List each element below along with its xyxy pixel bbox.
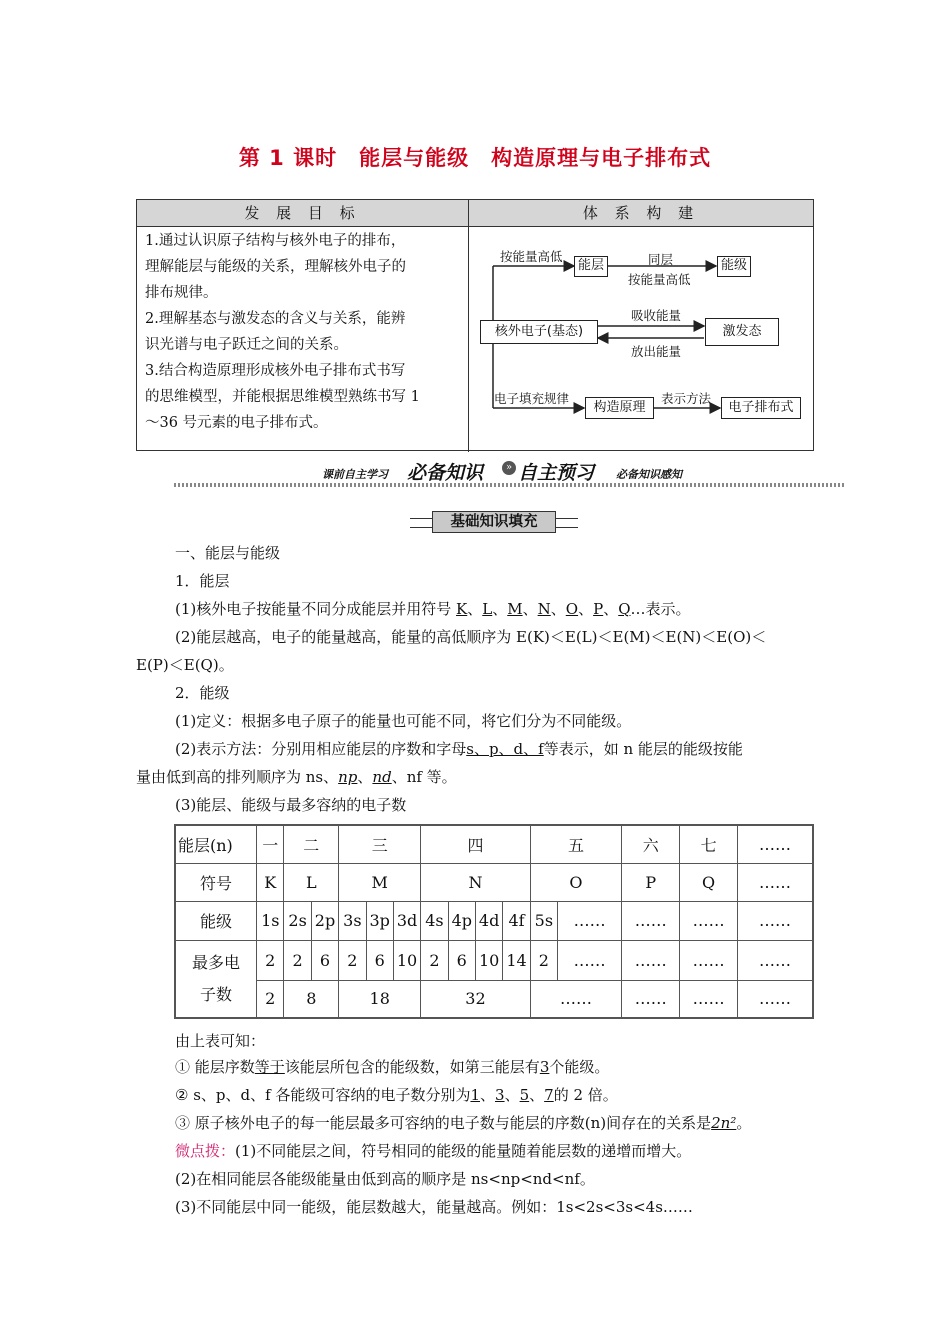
section-title: 基础知识填充 [432, 511, 556, 533]
table-row [175, 863, 813, 901]
label-same-layer: 同层 [648, 252, 674, 267]
table-cell: …… [622, 980, 680, 1018]
symbol-k: K [456, 600, 468, 618]
goal-line: 1.通过认识原子结构与核外电子的排布， [145, 233, 406, 249]
concept-diagram [468, 226, 814, 451]
box-energy-layer: 能层 [574, 256, 608, 277]
table-cell: N [421, 863, 530, 901]
table-cell: O [530, 863, 622, 901]
table-cell: 10 [475, 940, 502, 980]
table-cell: 3d [393, 901, 420, 940]
table-cell: …… [680, 980, 738, 1018]
goal-line: 理解能层与能级的关系，理解核外电子的 [145, 259, 406, 275]
table-cell: 4p [448, 901, 475, 940]
label-fill-rule: 电子填充规律 [494, 391, 570, 406]
box-excited-state: 激发态 [705, 318, 779, 346]
table-cell: 2p [311, 901, 338, 940]
answer-7: 7 [544, 1086, 554, 1104]
text-prefix: (1)核外电子按能量不同分成能层并用符号 [175, 600, 452, 618]
table-cell: 符号 [175, 863, 257, 901]
table-cell: …… [622, 901, 680, 940]
goal-line: 3.结合构造原理形成核外电子排布式书写 [145, 363, 406, 379]
answer-1: 1 [470, 1086, 480, 1104]
header-system-construction: 体 系 构 建 [469, 200, 813, 227]
banner-subtitle-left: 课前自主学习 [322, 468, 388, 481]
label-max-electrons-1: 最多电 [192, 952, 241, 972]
table-cell: …… [558, 901, 622, 940]
goal-line: 识光谱与电子跃迁之间的关系。 [145, 337, 348, 353]
tip-3: (3)不同能层中同一能级，能层数越大，能量越高。例如：1s<2s<3s<4s…… [175, 1198, 693, 1216]
paragraph-energy-order-cont: E(P)＜E(Q)。 [136, 656, 234, 674]
page-title: 第 1 课时 能层与能级 构造原理与电子排布式 [238, 146, 712, 170]
goal-list [145, 228, 463, 436]
table-row [175, 901, 813, 940]
table-cell: 6 [448, 940, 475, 980]
banner-title-right: 自主预习 [518, 462, 595, 484]
label-release-energy: 放出能量 [631, 344, 682, 359]
table-cell: …… [622, 940, 680, 980]
table-cell: 14 [503, 940, 530, 980]
label-method: 表示方法 [661, 391, 712, 406]
label-absorb-energy: 吸收能量 [631, 308, 682, 323]
note-1 [175, 1057, 609, 1077]
level-np: np [338, 768, 358, 786]
text-suffix: 。 [736, 1114, 752, 1132]
answer-equal: 等于 [254, 1058, 285, 1076]
table-cell: 一 [257, 825, 284, 863]
text-sep: 、 [357, 768, 373, 786]
table-cell: 2 [339, 940, 366, 980]
table-cell: 四 [421, 825, 530, 863]
table-cell [175, 940, 257, 1018]
table-cell: K [257, 863, 284, 901]
symbol-l: L [482, 600, 493, 618]
table-cell: 2 [421, 940, 448, 980]
table-cell: 4f [503, 901, 530, 940]
tip-label: 微点拨： [175, 1142, 236, 1160]
table-cell: P [622, 863, 680, 901]
heading-energy-layer: 1．能层 [175, 572, 230, 590]
answer-3: 3 [495, 1086, 505, 1104]
table-cell: 3s [339, 901, 366, 940]
table-cell: 二 [284, 825, 339, 863]
table-cell: 4d [475, 901, 502, 940]
paragraph-definition: (1)定义：根据多电子原子的能量也可能不同，将它们分为不同能级。 [175, 712, 632, 730]
table-cell: …… [738, 825, 813, 863]
table-cell: 2s [284, 901, 311, 940]
table-cell: 8 [284, 980, 339, 1018]
table-cell: 2 [257, 980, 284, 1018]
paragraph-energy-order: (2)能层越高，电子的能量越高，能量的高低顺序为 E(K)＜E(L)＜E(M)＜E(N)＜E(O)＜ [175, 628, 767, 646]
symbol-p: P [593, 600, 604, 618]
table-cell: 能层(n) [175, 825, 257, 863]
table-cell: 18 [339, 980, 421, 1018]
text-prefix: ③ 原子核外电子的每一能层最多可容纳的电子数与能层的序数(n)间存在的关系是 [175, 1114, 712, 1132]
energy-level-table [174, 824, 814, 1019]
text-prefix: ② s、p、d、f 各能级可容纳的电子数分别为 [175, 1086, 471, 1104]
tip-1 [175, 1141, 691, 1161]
table-cell: …… [738, 901, 813, 940]
table-cell: …… [738, 940, 813, 980]
heading-energy-level: 2．能级 [175, 684, 230, 702]
table-cell: 五 [530, 825, 622, 863]
goal-line: 排布规律。 [145, 285, 218, 301]
symbol-n: N [537, 600, 551, 618]
table-cell: 能级 [175, 901, 257, 940]
table-cell: Q [680, 863, 738, 901]
text-mid: 该能层所包含的能级数，如第三能层有 [284, 1058, 540, 1076]
text-suffix: 的 2 倍。 [553, 1086, 618, 1104]
note-3 [175, 1113, 751, 1133]
table-cell: 5s [530, 901, 557, 940]
table-row [175, 980, 813, 1018]
box-electron-config: 电子排布式 [721, 397, 801, 419]
text-suffix: …表示。 [630, 600, 691, 618]
text-prefix: ① 能层序数 [175, 1058, 255, 1076]
paragraph-layer-symbols: (1)核外电子按能量不同分成能层并用符号 K、L、M、N、O、P、Q…表示。 [175, 600, 691, 618]
table-cell: 三 [339, 825, 421, 863]
table-row [175, 825, 813, 863]
label-by-energy: 按能量高低 [500, 249, 563, 264]
paragraph-notation [175, 739, 743, 759]
banner-title-left: 必备知识 [407, 462, 484, 484]
banner-divider [174, 483, 844, 487]
paragraph-order [136, 767, 457, 787]
table-cell: 2 [257, 940, 284, 980]
level-nd: nd [372, 768, 392, 786]
table-cell: 6 [311, 940, 338, 980]
table-cell: 1s [257, 901, 284, 940]
symbol-m: M [507, 600, 523, 618]
chevron-right-icon: » [502, 461, 516, 475]
text-prefix: (2)表示方法：分别用相应能层的序数和字母 [175, 740, 467, 758]
letters-spdf: s、p、d、f [466, 740, 544, 758]
table-cell: 32 [421, 980, 530, 1018]
answer-three: 3 [539, 1058, 550, 1076]
table-cell: …… [738, 980, 813, 1018]
table-row [175, 940, 813, 980]
text-suffix: 等表示，如 n 能层的能级按能 [543, 740, 743, 758]
text-prefix: 量由低到高的排列顺序为 ns、 [136, 768, 339, 786]
table-cell: L [284, 863, 339, 901]
box-core-electron: 核外电子(基态) [480, 320, 598, 344]
label-by-energy-2: 按能量高低 [628, 272, 691, 287]
table-cell: …… [530, 980, 622, 1018]
table-cell: M [339, 863, 421, 901]
table-cell: …… [680, 901, 738, 940]
symbol-o: O [565, 600, 579, 618]
table-cell: 七 [680, 825, 738, 863]
tip-text: (1)不同能层之间，符号相同的能级的能量随着能层数的递增而增大。 [235, 1142, 692, 1160]
table-cell: 4s [421, 901, 448, 940]
table-cell: 3p [366, 901, 393, 940]
tip-2: (2)在相同能层各能级能量由低到高的顺序是 ns<np<nd<nf。 [175, 1170, 595, 1188]
text-suffix: 、nf 等。 [391, 768, 457, 786]
answer-2n2: 2n² [711, 1114, 737, 1132]
goal-line: 的思维模型，并能根据思维模型熟练书写 1 [145, 389, 420, 405]
goal-line: ～36 号元素的电子排布式。 [145, 415, 328, 431]
box-energy-level: 能级 [717, 256, 751, 277]
heading-energy-layer-level: 一、能层与能级 [175, 544, 281, 562]
header-development-goals: 发 展 目 标 [137, 200, 469, 227]
notes-intro: 由上表可知： [175, 1032, 266, 1050]
banner-subtitle-right: 必备知识感知 [616, 468, 682, 481]
table-cell: …… [558, 940, 622, 980]
table-cell: …… [680, 940, 738, 980]
box-aufbau: 构造原理 [585, 397, 654, 419]
table-cell: …… [738, 863, 813, 901]
table-cell: 2 [284, 940, 311, 980]
note-2: ② s、p、d、f 各能级可容纳的电子数分别为1、3、5、7的 2 倍。 [175, 1086, 618, 1104]
table-cell: 10 [393, 940, 420, 980]
table-cell: 6 [366, 940, 393, 980]
label-max-electrons-2: 子数 [200, 984, 233, 1004]
answer-5: 5 [519, 1086, 530, 1104]
table-cell: 六 [622, 825, 680, 863]
table-cell: 2 [530, 940, 557, 980]
goal-line: 2.理解基态与激发态的含义与关系，能辨 [145, 311, 406, 327]
symbol-q: Q [618, 600, 631, 618]
text-suffix: 个能级。 [549, 1058, 610, 1076]
paragraph-table-caption: (3)能层、能级与最多容纳的电子数 [175, 796, 407, 814]
